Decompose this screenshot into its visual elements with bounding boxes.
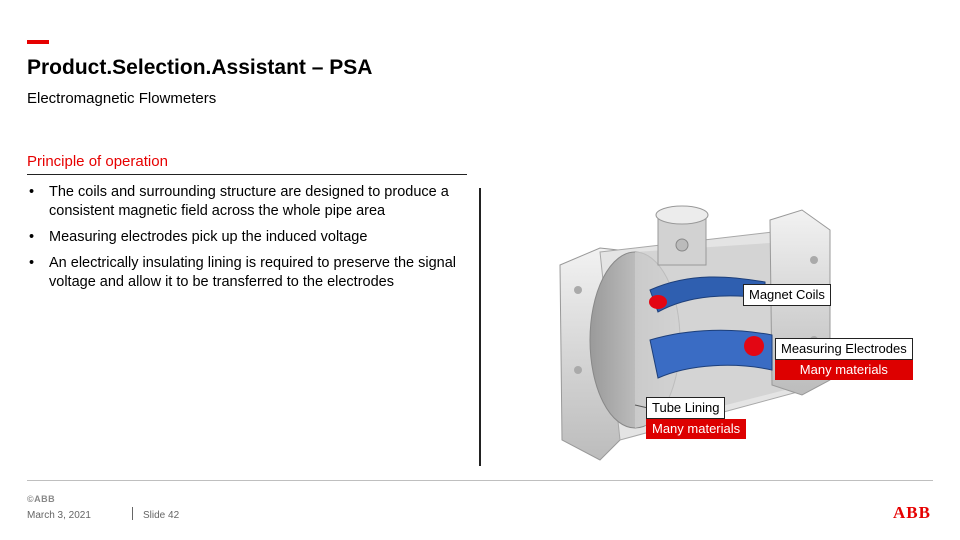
footer-slide-number: Slide 42 — [143, 510, 180, 521]
bullet-marker: • — [29, 229, 35, 245]
section-heading: Principle of operation — [27, 153, 467, 175]
bullet-text: Measuring electrodes pick up the induced voltage — [49, 229, 368, 245]
divider-line — [479, 188, 481, 466]
footer-date: March 3, 2021 — [27, 510, 91, 521]
footer-divider — [27, 480, 933, 481]
slide-title: Product.Selection.Assistant – PSA — [27, 56, 373, 79]
abb-logo: ABB — [893, 503, 931, 522]
slide-subtitle: Electromagnetic Flowmeters — [27, 90, 217, 107]
title-accent-bar — [27, 40, 49, 44]
callout-sub-label: Many materials — [646, 419, 746, 439]
bullet-item — [27, 183, 467, 221]
callout-label: Magnet Coils — [743, 284, 831, 306]
bullet-marker: • — [29, 184, 35, 200]
callout-sub-label: Many materials — [775, 360, 913, 380]
bullet-text: The coils and surrounding structure are designed to produce a consistent magnetic field across the whole pipe area — [49, 184, 449, 219]
callout-label: Tube Lining — [646, 397, 725, 419]
bullet-marker: • — [29, 255, 35, 271]
callout-label: Measuring Electrodes — [775, 338, 913, 360]
bullet-item — [27, 228, 467, 247]
electrodes-callout — [775, 338, 913, 380]
magnet-coils-callout — [743, 284, 831, 306]
bullet-text: An electrically insulating lining is required to preserve the signal voltage and allow it to be transferred to the electrodes — [49, 255, 457, 290]
bullet-item — [27, 254, 467, 292]
footer-separator — [132, 507, 133, 520]
bullet-list — [27, 183, 467, 299]
lining-callout — [646, 397, 746, 439]
footer-copyright-logo: ©ABB — [27, 494, 56, 504]
